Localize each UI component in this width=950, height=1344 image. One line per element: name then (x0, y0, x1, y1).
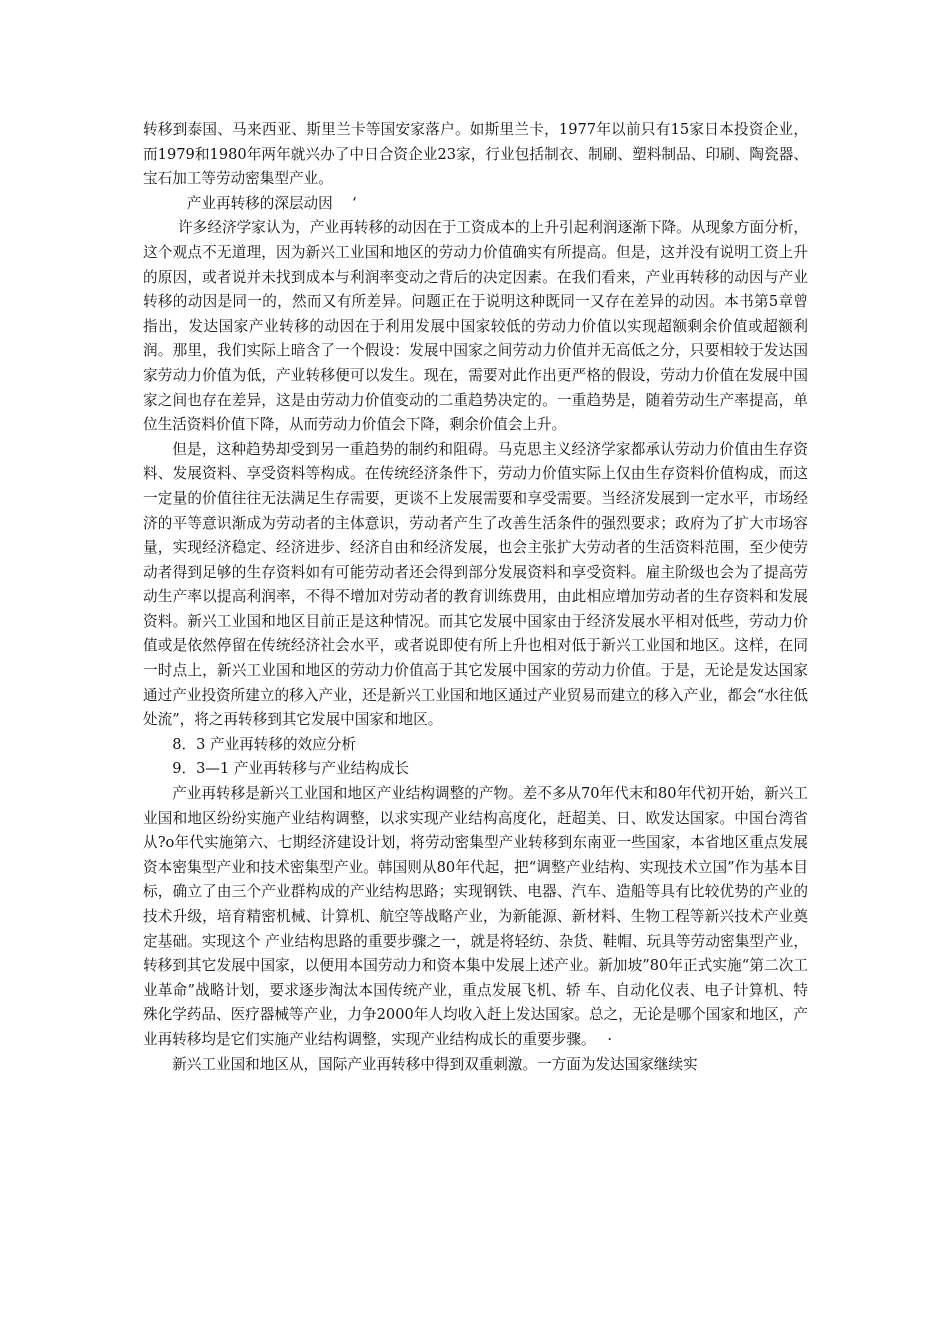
section-heading-8-3: 8．3 产业再转移的效应分析 (172, 735, 356, 753)
section-heading-9-3-1: 9．3—1 产业再转移与产业结构成长 (172, 760, 409, 778)
paragraph-structure-growth: 产业再转移是新兴工业国和地区产业结构调整的产物。差不多从70年代末和80年代初开始，新兴工业国和地区纷纷实施产业结构调整，以求实现产业结构高度化，赶超美、日、欧发达国家。中国台湾省从?o年代实施第六、七期经济建设计划，将劳动密集型产业转移到东南亚一些国家，本省地区重点发展资本密集型产业和技术密集型产业。韩国则从80年代起，把“调整产业结构、实现技术立国”作为基本目标，确立了由三个产业群构成的产业结构思路；实现钢铁、电器、汽车、造船等具有比较优势的产业的技术升级，培育精密机械、计算机、航空等战略产业，为新能源、新材料、生物工程等新兴技术产业奠定基础。实现这个 产业结构思路的重要步骤之一，就是将轻纺、杂货、鞋帽、玩具等劳动密集型产业，转移到其它发展中国家，以便用本国劳动力和资本集中发展上述产业。新加坡”80年正式实施“第二次工业革命”战略计划，要求逐步淘汰本国传统产业，重点发展飞机、轿 车、自动化仪表、电子计算机、特殊化学药品、医疗器械等产业，力争2000年人均收入赶上发达国家。总之，无论是哪个国家和地区，产业再转移均是它们实施产业结构调整，实现产业结构成长的重要步骤。 · (143, 785, 808, 1048)
subheading-deep-cause: 产业再转移的深层动因 ‘ (186, 194, 357, 212)
paragraph-deep-cause: 许多经济学家认为，产业再转移的动因在于工资成本的上升引起利润逐渐下降。从现象方面分析，这个观点不无道理，因为新兴工业国和地区的劳动力价值确实有所提高。但是，这并没有说明工资上升的原因，或者说并未找到成本与利润率变动之背后的决定因素。在我们看来，产业再转移的动因与产业转移的动因是同一的，然而又有所差异。问题正在于说明这种既同一又存在差异的动因。本书第5章曾指出，发达国家产业转移的动因在于利用发展中国家较低的劳动力价值以实现超额剩余价值或超额利润。那里，我们实际上暗含了一个假设：发展中国家之间劳动力价值并无高低之分，只要相较于发达国家劳动力价值为低，产业转移便可以发生。现在，需要对此作出更严格的假设，劳动力价值在发展中国家之间也存在差异，这是由劳动力价值变动的二重趋势决定的。一重趋势是，随着劳动生产率提高，单位生活资料价值下降，从而劳动力价值会下降，剩余价值会上升。 (143, 219, 808, 434)
document-page (143, 118, 808, 1077)
paragraph-double-stimulus: 新兴工业国和地区从，国际产业再转移中得到双重刺激。一方面为发达国家继续实 (172, 1055, 698, 1073)
paragraph-second-trend: 但是，这种趋势却受到另一重趋势的制约和阻碍。马克思主义经济学家都承认劳动力价值由生存资料、发展资料、享受资料等构成。在传统经济条件下，劳动力价值实际上仅由生存资料价值构成，而这一定量的价值往往无法满足生存需要，更谈不上发展需要和享受需要。当经济发展到一定水平，市场经济的平等意识渐成为劳动者的主体意识，劳动者产生了改善生活条件的强烈要求；政府为了扩大市场容量，实现经济稳定、经济进步、经济自由和经济发展，也会主张扩大劳动者的生活资料范围，至少使劳动者得到足够的生存资料如有可能劳动者还会得到部分发展资料和享受资料。雇主阶级也会为了提高劳动生产率以提高利润率，不得不增加对劳动者的教育训练费用，由此相应增加劳动者的生存资料和发展资料。新兴工业国和地区目前正是这种情况。而其它发展中国家由于经济发展水平相对低些，劳动力价值或是依然停留在传统经济社会水平，或者说即使有所上升也相对低于新兴工业国和地区。这样，在同一时点上，新兴工业国和地区的劳动力价值高于其它发展中国家的劳动力价值。于是，无论是发达国家通过产业投资所建立的移入产业，还是新兴工业国和地区通过产业贸易而建立的移入产业，都会“水往低处流”，将之再转移到其它发展中国家和地区。 (143, 440, 808, 729)
paragraph-continuation: 转移到泰国、马来西亚、斯里兰卡等国安家落户。如斯里兰卡，1977年以前只有15家日本投资企业，而1979和1980年两年就兴办了中日合资企业23家，行业包括制衣、制刷、塑料制品、印刷、陶瓷器、宝石加工等劳动密集型产业。 (143, 121, 808, 188)
